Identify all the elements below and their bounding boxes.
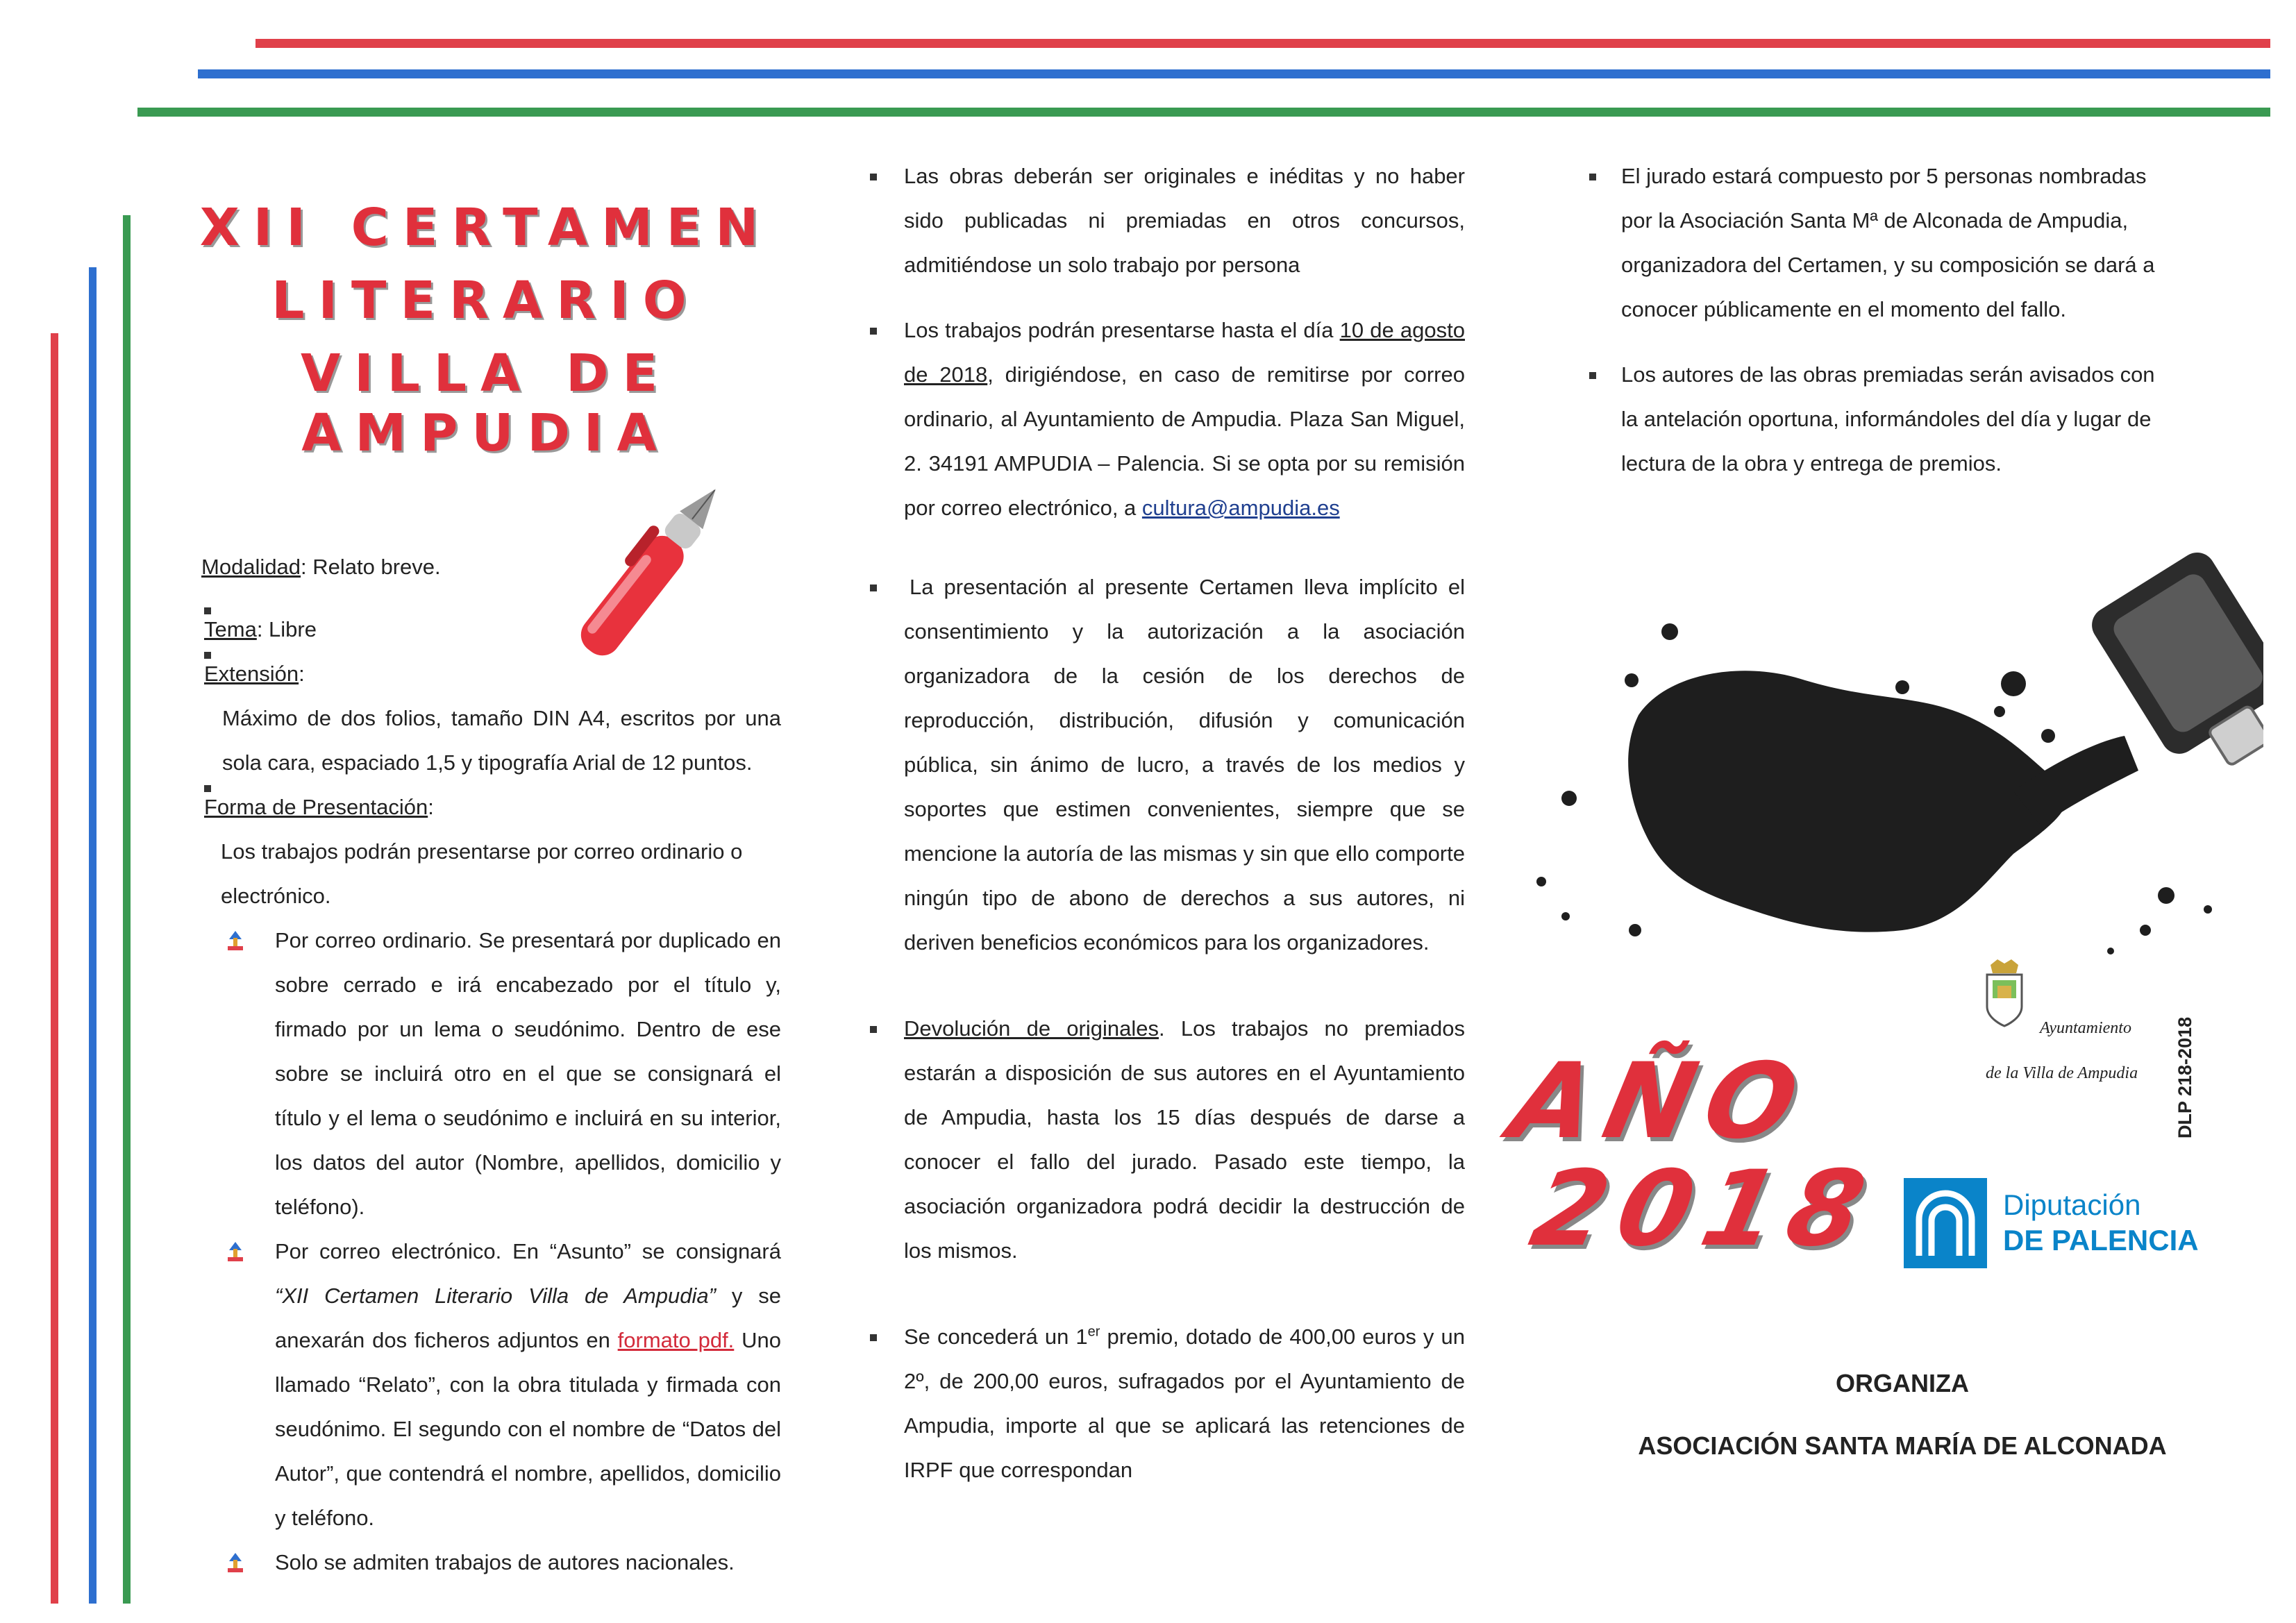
extension-text: Máximo de dos folios, tamaño DIN A4, escritos por una sola cara, espaciado 1,5 y tipografía Arial de 12 puntos. bbox=[222, 706, 781, 775]
col2-bullet-4-text bbox=[904, 1007, 1465, 1273]
blue-top-stripe bbox=[198, 69, 2270, 78]
title-line-3: VILLA DE AMPUDIA bbox=[300, 344, 672, 463]
pdf-format-link[interactable]: formato pdf. bbox=[617, 1328, 735, 1352]
forma-item bbox=[201, 785, 781, 918]
forma-text: Los trabajos podrán presentarse por correo ordinario o electrónico. bbox=[221, 839, 743, 908]
forma-colon: : bbox=[428, 795, 434, 819]
extension-item bbox=[201, 652, 781, 785]
sub-item-1-text: Por correo ordinario. Se presentará por duplicado en sobre cerrado e irá encabezado por el título y, firmado por un lema o seudónimo. Dentro de ese sobre se incluirá otro en el que se consignará el título y el lema o seudónimo e incluirá en su interior, los datos del autor (Nombre, apellidos, domicilio y teléfono). bbox=[275, 928, 781, 1219]
col3-bullet-2-text: Los autores de las obras premiadas serán avisados con la antelación oportuna, informándoles del día y lugar de lectura de la obra y entrega de premios. bbox=[1621, 362, 2155, 476]
devolucion-label: Devolución de originales bbox=[904, 1016, 1159, 1041]
sub-item-3 bbox=[275, 1540, 781, 1585]
ayuntamiento-line-2: de la Villa de Ampudia bbox=[1986, 1064, 2138, 1082]
year-word: AÑO bbox=[1500, 1041, 1820, 1162]
col2-bullet-1 bbox=[904, 154, 1465, 287]
dlp-code: DLP 218-2018 bbox=[2175, 1016, 2195, 1138]
arrow-bullet-icon bbox=[225, 1551, 246, 1575]
diputacion-line-2: DE PALENCIA bbox=[2003, 1224, 2199, 1256]
green-side-stripe bbox=[123, 215, 131, 1604]
rules-list bbox=[201, 607, 781, 918]
coat-of-arms-icon bbox=[1980, 958, 2029, 1027]
sub-item-2 bbox=[275, 1229, 781, 1540]
col2-bullet-5-text bbox=[904, 1315, 1465, 1492]
arrow-bullet-icon bbox=[225, 1241, 246, 1264]
prize-b: premio, dotado de 400,00 euros y un 2º, de 200,00 euros, sufragados por el Ayuntamiento de Ampudia, importe al que se aplicará las retenciones de IRPF que correspondan bbox=[904, 1325, 1465, 1482]
title-line-2: LITERARIO bbox=[271, 271, 701, 330]
prize-sup: er bbox=[1087, 1324, 1100, 1340]
email-link[interactable]: cultura@ampudia.es bbox=[1141, 496, 1340, 520]
red-side-stripe bbox=[51, 333, 58, 1604]
extension-colon: : bbox=[299, 662, 305, 686]
sub-item-1 bbox=[275, 918, 781, 1229]
prize-a: Se concederá un 1 bbox=[904, 1325, 1088, 1349]
sub-item-2-b: y se anexarán dos ficheros adjuntos en bbox=[275, 1284, 782, 1352]
blue-side-stripe bbox=[89, 267, 97, 1604]
sub-item-3-text: Solo se admiten trabajos de autores nacionales. bbox=[275, 1550, 735, 1574]
deadline-date: 10 de agosto de 2018 bbox=[904, 318, 1465, 387]
col3-bullet-2 bbox=[1621, 353, 2163, 486]
organiza-label: ORGANIZA bbox=[1836, 1369, 1969, 1397]
extension-label: Extensión bbox=[204, 662, 299, 686]
ink-bottle-icon bbox=[1514, 507, 2263, 958]
column-jury bbox=[1621, 154, 2163, 486]
forma-label: Forma de Presentación bbox=[204, 795, 428, 819]
ayuntamiento-line-1: Ayuntamiento bbox=[2040, 1019, 2131, 1037]
tema-label: Tema bbox=[204, 617, 257, 641]
col2-bullet-3 bbox=[904, 565, 1465, 965]
deadline-intro: Los trabajos podrán presentarse hasta el día bbox=[904, 318, 1340, 342]
deadline-address: , dirigiéndose, en caso de remitirse por correo ordinario, al Ayuntamiento de Ampudia. Plaza San Miguel, 2. 34191 AMPUDIA – Palencia. Si se opta por su remisión por correo electrónico, a bbox=[904, 362, 1465, 520]
column-rules bbox=[201, 545, 781, 1585]
arrow-bullet-icon bbox=[225, 930, 246, 953]
column-conditions bbox=[904, 154, 1465, 1492]
diputacion-line-1: Diputación bbox=[2003, 1188, 2141, 1221]
sub-item-2-text bbox=[275, 1229, 781, 1540]
col2-bullet-5 bbox=[904, 1315, 1465, 1492]
diputacion-arch-icon bbox=[1904, 1178, 1987, 1268]
col3-bullet-1-text: El jurado estará compuesto por 5 personas nombradas por la Asociación Santa Mª de Alconada de Ampudia, organizadora del Certamen, y su composición se dará a conocer públicamente en el momento del fallo. bbox=[1621, 164, 2155, 321]
title-line-1: XII CERTAMEN bbox=[199, 198, 773, 258]
modalidad-value: : Relato breve. bbox=[301, 555, 441, 579]
devolucion-text: . Los trabajos no premiados estarán a disposición de sus autores en el Ayuntamiento de Ampudia, hasta los 15 días después de darse a conocer el fallo del jurado. Pasado este tiempo, la asociación organizadora podrá decidir la destrucción de los mismos. bbox=[904, 1016, 1465, 1263]
col2-bullet-2 bbox=[904, 308, 1465, 530]
modalidad-line bbox=[201, 545, 781, 589]
organiza-name: ASOCIACIÓN SANTA MARÍA DE ALCONADA bbox=[1638, 1431, 2167, 1460]
tema-item bbox=[201, 607, 781, 652]
sub-item-2-c: Uno llamado “Relato”, con la obra titulada y firmada con seudónimo. El segundo con el nombre de “Datos del Autor”, que contendrá el nombre, apellidos, domicilio y teléfono. bbox=[275, 1328, 781, 1530]
sub-item-2-italic: “XII Certamen Literario Villa de Ampudia” bbox=[275, 1284, 716, 1308]
sub-list bbox=[275, 918, 781, 1585]
col2-bullet-2-text bbox=[904, 308, 1465, 530]
col2-bullet-4 bbox=[904, 1007, 1465, 1273]
red-top-stripe bbox=[255, 39, 2270, 48]
green-top-stripe bbox=[137, 108, 2270, 117]
modalidad-label: Modalidad bbox=[201, 555, 301, 579]
tema-value: : Libre bbox=[256, 617, 317, 641]
diputacion-logo bbox=[1904, 1178, 1987, 1268]
col3-bullet-1 bbox=[1621, 154, 2163, 332]
year-number: 2018 bbox=[1521, 1149, 1887, 1270]
col2-bullet-1-text: Las obras deberán ser originales e inéditas y no haber sido publicadas ni premiadas en otros concursos, admitiéndose un solo trabajo por persona bbox=[904, 164, 1465, 277]
sub-item-2-a: Por correo electrónico. En “Asunto” se consignará bbox=[275, 1239, 781, 1263]
col2-bullet-3-text: La presentación al presente Certamen lleva implícito el consentimiento y la autorización a la asociación organizadora de la cesión de los derechos de reproducción, distribución, difusión y comunicación pública, sin ánimo de lucro, a través de los medios y soportes que estimen convenientes, siempre que se mencione la autoría de las mismas y sin que ello comporte ningún tipo de abono de derechos a sus autores, ni deriven beneficios económicos para los organizadores. bbox=[904, 575, 1465, 955]
